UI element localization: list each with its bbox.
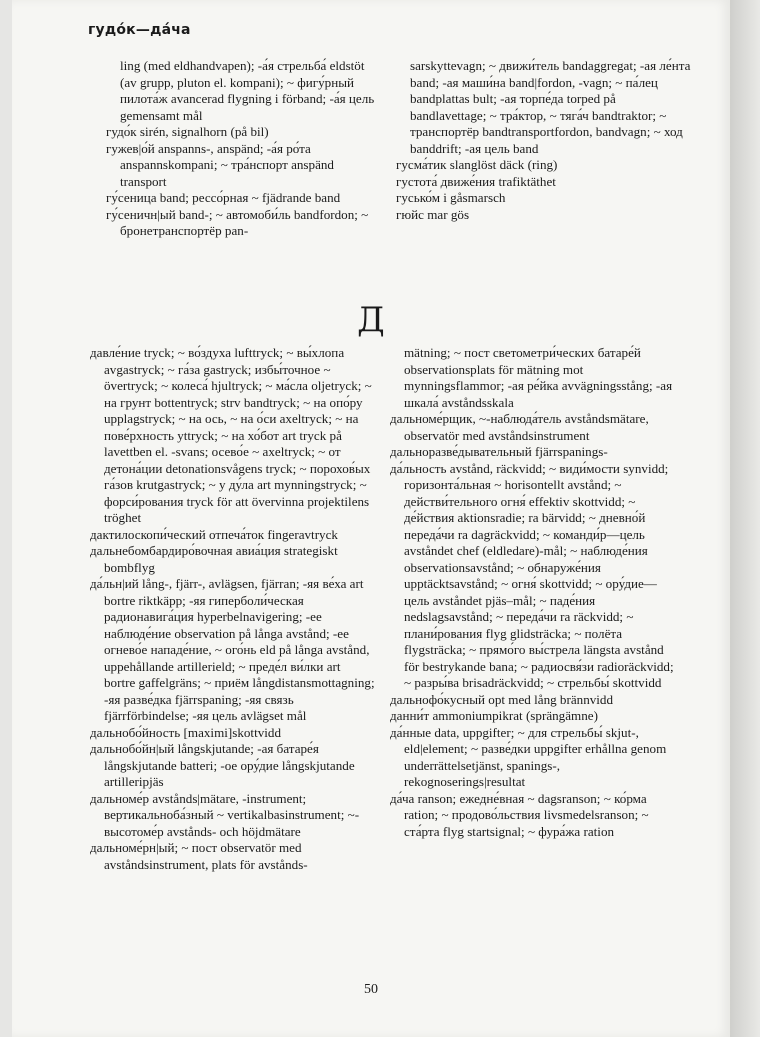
column-top-right (396, 58, 691, 223)
entry-dalnomershchik: дальноме́рщик, ~-наблюда́тель avståndsmätare, observatör med avståndsinstrument (390, 411, 649, 443)
entry-dannye: да́нные data, uppgifter; ~ для стрельбы́ skjut-, eld|element; ~ разве́дки uppgifter erhållna genom underrättelsetjänst, spanings-, rekognoserings|resultat (390, 724, 667, 789)
entry-dalnoboyny: дальнобо́йн|ый långskjutande; -ая батаре́я långskjutande batteri; -ое ору́дие långskjutande artilleripjäs (90, 741, 355, 789)
entry-continuation: mätning; ~ пост светометри́ческих батаре́й observationsplats för mätning mot mynningsflammor; -ая ре́йка avvägningsstång; -ая шкала́ avståndsskala (404, 345, 673, 410)
running-head: гудо́к—да́ча (88, 22, 191, 38)
entry-gusmatik: гусма́тик slanglöst däck (ring) (396, 157, 558, 172)
page-edge-shadow (730, 0, 760, 1037)
entry-dalnebombardirovochnaya: дальнебомбардиро́вочная авиа́ция strategiskt bombflyg (90, 543, 338, 575)
entry-guzhevoy: гужев|о́й anspanns-, anspänd; -а́я ро́та anspannskompani; ~ тра́нспорт anspänd transport (106, 140, 334, 189)
entry-gusenichny: гу́сеничн|ый band-; ~ автомоби́ль bandfordon; ~ бронетранспортёр pan- (106, 206, 369, 238)
column-bottom-left (90, 345, 375, 873)
entry-dalnomer: дальноме́р avstånds|mätare, -instrument; вертикальноба́зный ~ vertikalbasinstrument; ~-высотоме́р avstånds- och höjdmätare (90, 790, 360, 839)
entry-dalnomerny: дальноме́рн|ый; ~ пост observatör med avståndsinstrument, plats för avstånds- (90, 840, 308, 872)
entry-dannit: данни́т ammoniumpikrat (sprängämne) (390, 708, 598, 723)
entry-daktiloskopicheskiy: дактилоскопи́ческий отпеча́ток fingeravtryck (90, 526, 338, 542)
entry-dalnofokusny: дальнофо́кусный opt med lång brännvidd (390, 691, 614, 707)
entry-gyuys: гюйс mar gös (396, 206, 470, 222)
entry-continuation: sarskyttevagn; ~ движи́тель bandaggregat; -ая ле́нта band; -ая маши́на band|fordon, -vagn; ~ па́лец bandplattas bult; -ая торпе́да torped på bandlavettage; ~ тра́ктор, ~ тяга́ч bandtraktor; ~ транспортёр bandtransportfordon, bandvagn; ~ ход banddrift; -ая цель band (410, 58, 691, 156)
entry-dalnost: да́льность avstånd, räckvidd; ~ види́мости synvidd; горизонта́льная ~ horisontellt avstånd; ~ действи́тельного огня́ effektiv skottvidd; ~ де́йствия aktionsradie; ra bärvidd; ~ дневно́й переда́чи ra dagräckvidd; ~ команди́р—цель avståndet chef (eldledare)-mål; ~ наблюде́ния observationsavstånd; ~ обнаруже́ния upptäcktsavstånd; ~ огня́ skottvidd; ~ ору́дие—цель avståndet pjäs–mål; ~ паде́ния nedslagsavstånd; ~ переда́чи ra räckvidd; ~ плани́рования flyg glidsträcka; ~ полёта flygsträcka; ~ прямо́го вы́стрела längsta avstånd för bestrykande bana; ~ радиосвя́зи radioräckvidd; ~ разры́ва brisadräckvidd; ~ стрельбы́ skottvidd (390, 460, 674, 690)
section-letter: Д (357, 300, 385, 340)
dictionary-page (12, 0, 730, 1037)
entry-davlenie: давле́ние tryck; ~ во́здуха lufttryck; ~ вы́хлопа avgastryck; ~ га́за gastryck; избы́точное ~ övertryck; ~ колеса́ hjultryck; ~ ма́сла oljetryck; ~ на грунт bottentryck; strv bandtryck; ~ на опо́ру upplagstryck; ~ на ось, ~ на о́си axeltryck; ~ на пове́рхность yttryck; ~ на хо́бот art tryck på lavettben el. -svans; осево́е ~ axeltryck; ~ от детона́ции detonationsvågens tryck; ~ порохов́ых га́зов krutgastryck; ~ у ду́ла art mynningstryck; ~ форси́рования tryck för att övervinna projektilens tröghet (90, 345, 372, 525)
column-top-left (106, 58, 381, 240)
entry-gudok: гудо́к sirén, signalhorn (på bil) (106, 124, 269, 139)
entry-continuation: ling (med eldhandvapen); -а́я стрельба́ eldstöt (av grupp, pluton el. kompani); ~ фигу́рный пилота́ж avancerad flygning i förband; -а́я цель gemensamt mål (120, 58, 375, 123)
entry-dalnorazvedyvatelny: дальноразве́дывательный fjärrspanings- (390, 444, 608, 459)
entry-gusenitsa: гу́сеница band; рессо́рная ~ fjädrande band (106, 190, 341, 205)
page-number: 50 (364, 982, 378, 997)
entry-dalnoboynost: дальнобо́йность [maximi]skottvidd (90, 724, 281, 740)
entry-gustota: густота́ движе́ния trafiktäthet (396, 173, 556, 189)
entry-dalniy: да́льн|ий lång-, fjärr-, avlägsen, fjärran; -яя ве́ха art bortre riktkäpp; -яя гипербoли́ческая радионавига́ция hyperbelnavigering; -ее наблюде́ние observation på långa avstånd; -ее огнево́е нападе́ние, ~ ого́нь eld på långa avstånd, uppehållande artillerield; ~ преде́л ви́лки art bortre gaffelgräns; ~ приём långdistansmottagning; -яя разве́дка fjärrspaning; -яя связь fjärrförbindelse; -яя цель avlägset mål (90, 576, 375, 723)
entry-dacha: да́ча ranson; ежедне́вная ~ dagsranson; ~ ко́рма ration; ~ продово́льствия livsmedelsranson; ~ ста́рта flyg startsignal; ~ фура́жа ration (390, 790, 649, 839)
column-bottom-right (390, 345, 682, 840)
entry-guskom: гусько́м i gåsmarsch (396, 190, 506, 205)
